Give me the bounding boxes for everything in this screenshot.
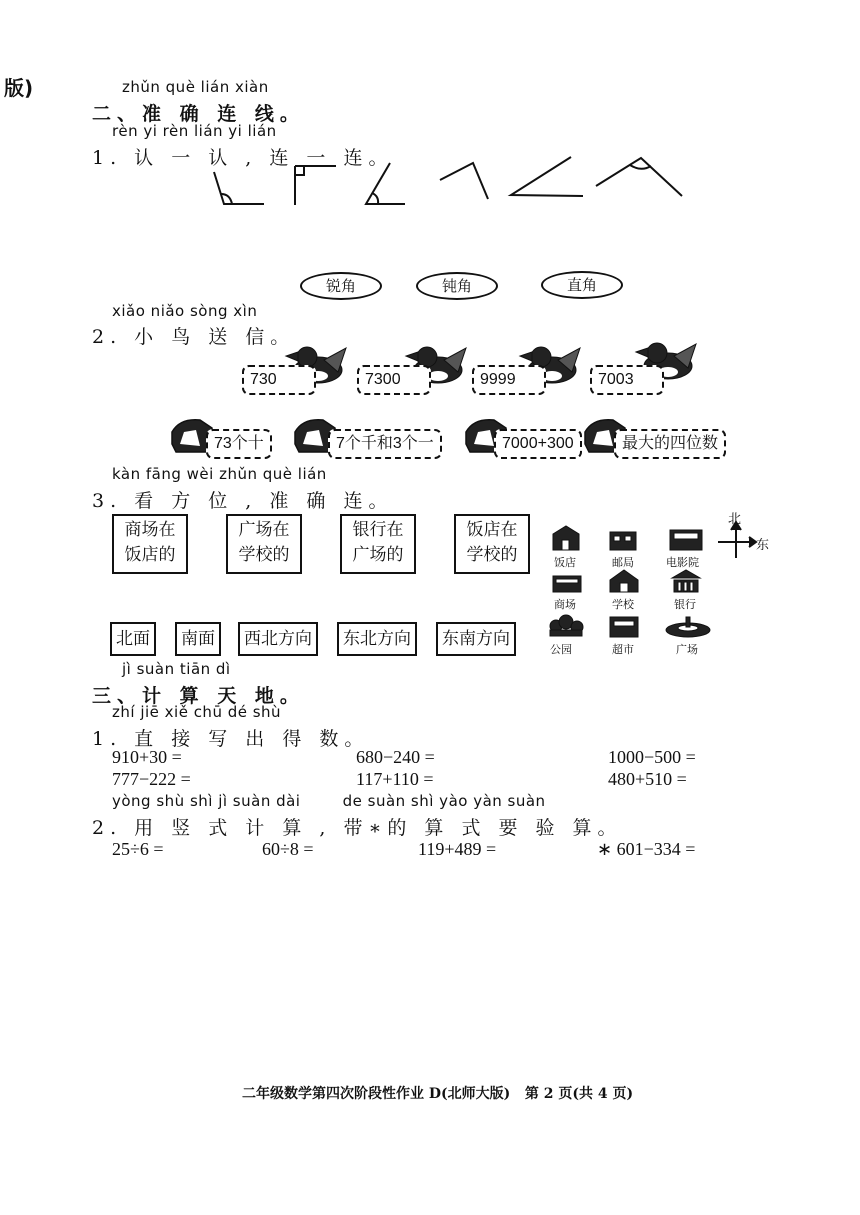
compass-east-label: 东 [756,538,770,553]
section3-title: 三、计 算 天 地。 [92,685,305,707]
bank-icon [672,570,700,592]
map-label: 饭店 [554,556,576,569]
post-office-icon [610,532,636,550]
letter-card[interactable]: 730 [242,365,316,395]
equation: 119+489 = [418,839,497,859]
statement-line: 广场在 [238,520,290,540]
equation: 1000−500 = [608,747,696,767]
equation: 60÷8 = [262,839,314,859]
s3q1-title: 1. 直 接 写 出 得 数。 [92,728,370,750]
cinema-icon [670,530,702,550]
direction-box[interactable]: 北面 [110,622,156,656]
corner-mark: 版) [4,76,34,100]
house-card[interactable]: 最大的四位数 [614,429,726,459]
statement-line: 学校的 [466,545,518,565]
map-label: 银行 [674,598,696,611]
statement-line: 饭店在 [466,520,518,540]
s3q1-pinyin: zhí jiē xiě chū dé shù [112,703,282,721]
q2-pinyin: xiǎo niǎo sòng xìn [112,302,258,320]
section2-title: 二、准 确 连 线。 [92,103,305,125]
direction-box[interactable]: 东北方向 [337,622,417,656]
map-label: 公园 [550,643,572,656]
section2-pinyin: zhǔn què lián xiàn [122,78,269,96]
statement-line: 广场的 [352,545,404,565]
letter-card[interactable]: 9999 [472,365,546,395]
map-label: 学校 [612,598,634,611]
page-footer: 二年级数学第四次阶段性作业 D(北师大版) 第 2 页(共 4 页) [242,1086,634,1102]
mall-icon [553,576,581,592]
map-label: 电影院 [666,556,699,569]
direction-box[interactable]: 南面 [175,622,221,656]
equation: 680−240 = [356,747,435,767]
house-card[interactable]: 7个千和3个一 [328,429,442,459]
label-right-angle[interactable]: 直角 [541,271,623,299]
q1-pinyin: rèn yi rèn lián yi lián [112,122,277,140]
supermarket-icon [610,617,638,637]
statement-line: 银行在 [352,520,404,540]
equation: 777−222 = [112,769,191,789]
section3-pinyin: jì suàn tiān dì [122,660,231,678]
equation: ∗ 601−334 = [597,839,696,859]
map-label: 广场 [676,643,698,656]
statement-line: 商场在 [124,520,176,540]
q1-title: 1. 认 一 认 , 连 一 连。 [92,147,394,169]
s3q2-title: 2. 用 竖 式 计 算 , 带∗的 算 式 要 验 算。 [92,817,623,839]
q2-title: 2. 小 鸟 送 信。 [92,326,296,348]
equation: 480+510 = [608,769,687,789]
letter-card[interactable]: 7300 [357,365,431,395]
label-acute-angle[interactable]: 锐角 [300,272,382,300]
q3-pinyin: kàn fāng wèi zhǔn què lián [112,465,327,483]
statement-line: 饭店的 [124,545,176,565]
s3q2-pinyin: yòng shù shì jì suàn dài de suàn shì yào yàn suàn [112,792,546,810]
park-icon [550,615,583,636]
map-label: 超市 [612,643,634,656]
direction-box[interactable]: 东南方向 [436,622,516,656]
restaurant-icon [553,526,579,550]
label-obtuse-angle[interactable]: 钝角 [416,272,498,300]
house-card[interactable]: 7000+300 [494,429,582,459]
compass-north-label: 北 [728,512,742,527]
compass-icon [718,522,756,558]
map-label: 邮局 [612,556,634,569]
statement-line: 学校的 [238,545,290,565]
q3-title: 3. 看 方 位 , 准 确 连。 [92,490,394,512]
house-card[interactable]: 73个十 [206,429,272,459]
direction-box[interactable]: 西北方向 [238,622,318,656]
letter-card[interactable]: 7003 [590,365,664,395]
equation: 910+30 = [112,747,182,767]
equation: 117+110 = [356,769,434,789]
equation: 25÷6 = [112,839,164,859]
map-label: 商场 [554,598,576,611]
plaza-icon [666,617,710,637]
school-icon [610,570,638,592]
